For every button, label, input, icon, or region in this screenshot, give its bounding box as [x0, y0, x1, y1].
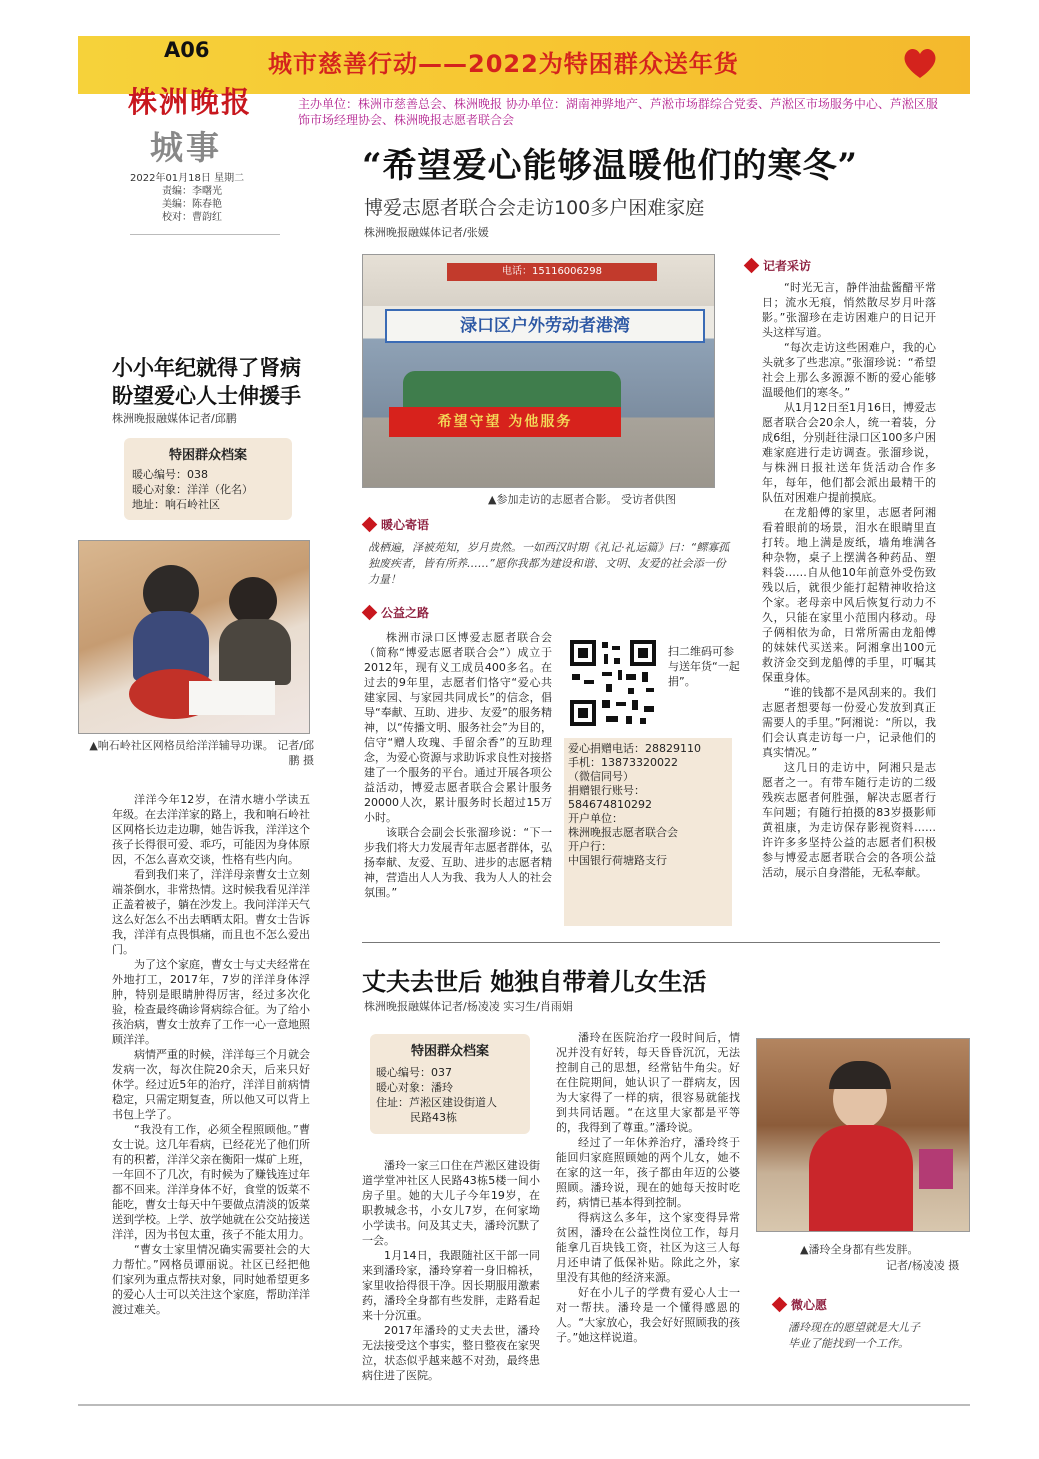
donation-line: 开户行：	[568, 840, 612, 853]
paragraph: 从1月12日至1月16日，博爱志愿者联合会20余人，统一着装，分成6组，分别赶往渌口区100多户困难家庭进行走访调查。张溜珍说，与株洲日报社送年货活动合作多年，每年，他们都会派出最精干的队伍对困难户提前摸底。	[762, 401, 936, 504]
paragraph: 得病这么多年，这个家变得异常贫困，潘玲在公益性岗位工作，每月能拿几百块钱工资，社区为这三人每月还申请了低保补贴。除此之外，家里没有其他的经济来源。	[556, 1211, 740, 1284]
main-subheadline: 博爱志愿者联合会走访100多户困难家庭	[364, 197, 705, 219]
donation-line: 手机：13873320022	[568, 756, 678, 769]
public-welfare-tag-label: 公益之路	[381, 606, 430, 620]
paragraph: 洋洋今年12岁，在清水塘小学读五年级。在去洋洋家的路上，我和响石岭社区网格长边走边聊，她告诉我，洋洋这个孩子长得很可爱、乖巧，可能因为身体原因，不怎么喜欢交谈，性格有些内向。	[112, 793, 310, 866]
section-title: 城事	[150, 128, 222, 167]
paragraph: 2017年潘玲的丈夫去世，潘玲无法接受这个事实，整日整夜在家哭泣，状态似乎越来越不对劲，最终患病住进了医院。	[362, 1324, 540, 1382]
paragraph: 病情严重的时候，洋洋每三个月就会发病一次，每次住院20余天，后来只好休学。经过近5年的治疗，洋洋目前病情稳定，只需定期复查，所以他又可以背上书包上学了。	[112, 1048, 310, 1121]
story-divider	[362, 942, 940, 943]
panling-photo-caption: ▲潘玲全身都有些发胖。	[800, 1243, 919, 1256]
tag-diamond-icon	[744, 258, 760, 274]
donation-line: 开户单位：	[568, 812, 623, 825]
paragraph: 经过了一年休养治疗，潘玲终于能回归家庭照顾她的两个儿女，她不在家的这一年，孩子都由年迈的公婆照顾。潘玲说，现在的她每天按时吃药，病情已基本得到控制。	[556, 1136, 740, 1209]
page-code: A06	[164, 38, 210, 62]
staff-name: 李曙光	[192, 186, 222, 197]
reporter-notes-body	[762, 280, 936, 880]
qr-instruction: 扫二维码可参与送年货“一起捐”。	[668, 645, 740, 688]
wish-tag	[774, 1296, 827, 1313]
organizers-text: 主办单位：株洲市慈善总会、株洲晚报 协办单位：湖南神骅地产、芦淞市场群综合党委、芦淞区市场服务中心、芦淞区服饰市场经理协会、株洲晚报志愿者联合会	[298, 97, 938, 127]
paragraph: 潘玲一家三口住在芦淞区建设街道学堂冲社区人民路43栋5楼一间小房子里。她的大儿子今年19岁，在职教城念书，小女儿7岁，在何家坳小学读书。问及其丈夫，潘玲沉默了一会。	[362, 1159, 540, 1247]
volunteers-photo	[362, 254, 715, 488]
bottom-story-col2	[556, 1030, 740, 1345]
profile-card-037	[370, 1034, 530, 1134]
staff-name: 曹韵红	[192, 212, 222, 223]
staff-label: 责编：	[162, 186, 192, 197]
wish-tag-label: 微心愿	[791, 1298, 828, 1312]
paragraph: 这几日的走访中，阿湘只是志愿者之一。有带车随行走访的二级残疾志愿者何胜强，解决志愿者行车问题；有随行拍摄的83岁摄影师黄祖康，为走访保存影视资料……许许多多坚持公益的志愿者们积极参与博爱志愿者联合会的各项公益活动，展示自身潜能，无私奉献。	[762, 761, 936, 879]
issue-date: 2022年01月18日 星期二	[130, 173, 245, 184]
profile-card-line: 暖心编号：038	[132, 468, 208, 481]
person-figure	[229, 577, 277, 625]
warm-words-tag-label: 暖心寄语	[381, 518, 430, 532]
paragraph: “曹女士家里情况确实需要社会的大力帮忙。”网格员谭丽说。社区已经把他们家列为重点帮扶对象，同时她希望更多的爱心人士可以关注这个家庭，帮助洋洋渡过难关。	[112, 1243, 310, 1316]
page-bottom-rule	[78, 1404, 970, 1406]
paragraph: 好在小儿子的学费有爱心人士一对一帮扶。潘玲是一个懂得感恩的人。“大家放心，我会好好照顾我的孩子。”她这样说道。	[556, 1286, 740, 1344]
paragraph: 株洲市渌口区博爱志愿者联合会（简称“博爱志愿者联合会”）成立于2012年，现有义工成员400多名。在过去的9年里，志愿者们恪守“爱心共建家园、与家园共同成长”的信念，倡导“奉献、互助、进步、友爱”的服务精神，以“传播文明、服务社会”为目的，信守“赠人玫瑰、手留余香”的互助理念，为爱心资源与求助诉求良性对接搭建了一个服务的平台。通过开展各项公益活动，博爱志愿者联合会累计服务20000人次，累计服务时长超过15万小时。	[364, 631, 552, 824]
profile-card-line: 住址：芦淞区建设街道人	[376, 1096, 497, 1109]
shop-sign: 渌口区户外劳动者港湾	[385, 309, 705, 343]
paragraph: 1月14日，我跟随社区干部一同来到潘玲家，潘玲穿着一身旧棉袄，家里收拾得很干净。因长期服用激素药，潘玲全身都有些发胖，走路看起来十分沉重。	[362, 1249, 540, 1322]
paragraph: 该联合会副会长张溜珍说：“下一步我们将大力发展青年志愿者群体，弘扬奉献、友爱、互助、进步的志愿者精神，营造出人人为我、我为人人的社会氛围。”	[364, 826, 552, 899]
paragraph: “时光无言，静伴油盐酱醋平常日；流水无痕，悄然散尽岁月叶落影。”张溜珍在走访困难户的日记开头这样写道。	[762, 281, 936, 339]
donation-line: 中国银行荷塘路支行	[568, 854, 667, 867]
tutoring-photo	[78, 540, 310, 734]
left-headline-line2: 盼望爱心人士伸援手	[112, 384, 301, 408]
bottom-headline: 丈夫去世后 她独自带着儿女生活	[362, 968, 707, 996]
paragraph: 在龙船傅的家里，志愿者阿湘看着眼前的场景，泪水在眼睛里直打转。地上满是废纸，墙角堆满各种杂物，桌子上摆满各种药品、塑料袋……自从他10年前意外受伤致残以后，就很少能打起精神收拾这个家。老母亲中风后恢复行动力不久，只能在家里小范围内移动。母子俩相依为命，日常所需由龙船傅的妹妹代买送来。阿湘拿出100元救济金交到龙船傅的手里，叮嘱其保重身体。	[762, 506, 936, 684]
staff-label: 校对：	[162, 212, 192, 223]
profile-card-line: 暖心对象：潘玲	[376, 1081, 453, 1094]
reporter-notes-tag-label: 记者采访	[763, 259, 812, 273]
heart-icon	[900, 44, 940, 80]
bottom-story-col1	[362, 1158, 540, 1383]
staff-label: 美编：	[162, 199, 192, 210]
service-banner: 希望守望 为他服务	[389, 407, 621, 437]
person-figure	[219, 619, 291, 685]
bottom-byline: 株洲晚报融媒体记者/杨凌凌 实习生/肖雨娟	[364, 1000, 573, 1013]
qr-code-icon	[566, 636, 660, 730]
profile-card-title: 特困群众档案	[410, 1044, 489, 1059]
reporter-notes-tag	[746, 257, 811, 274]
main-byline: 株洲晚报融媒体记者/张媛	[364, 226, 489, 239]
stool	[919, 1149, 953, 1189]
date-divider	[130, 234, 280, 235]
left-headline-line1: 小小年纪就得了肾病	[112, 356, 301, 380]
public-welfare-body	[364, 630, 552, 900]
date-block	[130, 172, 280, 224]
profile-card-line: 暖心对象：洋洋（化名）	[132, 483, 253, 496]
phone-sign: 电话：15116006298	[447, 263, 657, 281]
profile-card-038	[124, 438, 292, 520]
tag-diamond-icon	[362, 517, 378, 533]
staff-name: 陈春艳	[192, 199, 222, 210]
donation-line: 株洲晚报志愿者联合会	[568, 826, 678, 839]
volunteers-photo-caption: ▲参加走访的志愿者合影。 受访者供图	[488, 493, 676, 506]
warm-words-text: 战栖遍，泽被苑知，岁月贵然。一如西汉时期《礼记·礼运篇》曰：“鳏寡孤独废疾者，皆有所养……”愿你我都为建设和谐、文明、友爱的社会添一份力量！	[368, 541, 730, 586]
paragraph: 为了这个家庭，曹女士与丈夫经常在外地打工，2017年，7岁的洋洋身体浮肿，特别是眼睛肿得厉害，经过多次化验，检查最终确诊肾病综合征。为了给小孩治病，曹女士放弃了工作一心一意地照顾洋洋。	[112, 958, 310, 1046]
left-byline: 株洲晚报融媒体记者/邱鹏	[112, 412, 237, 425]
donation-line: 爱心捐赠电话：28829110	[568, 742, 701, 755]
person-figure	[809, 1125, 913, 1231]
public-welfare-tag	[364, 604, 429, 621]
panling-photo	[756, 1038, 970, 1232]
main-headline: “希望爱心能够温暖他们的寒冬”	[362, 146, 859, 186]
profile-card-line: 暖心编号：037	[376, 1066, 452, 1079]
newspaper-logo: 株洲晚报	[128, 85, 253, 119]
profile-card-line: 地址：响石岭社区	[132, 498, 220, 511]
tag-diamond-icon	[772, 1297, 788, 1313]
donation-line: （微信同号）	[568, 770, 634, 783]
profile-card-title: 特困群众档案	[168, 448, 247, 463]
paragraph: 看到我们来了，洋洋母亲曹女士立刻端茶倒水，非常热情。这时候我看见洋洋正盖着被子，躺在沙发上。我问洋洋天气这么好怎么不出去晒晒太阳。曹女士告诉我，洋洋有点畏惧痛，而且也不怎么爱出门。	[112, 868, 310, 956]
wish-text: 潘玲现在的愿望就是大儿子毕业了能找到一个工作。	[788, 1321, 920, 1350]
warm-words-tag	[364, 516, 429, 533]
book	[189, 681, 275, 715]
tutoring-photo-caption: ▲响石岭社区网格员给洋洋辅导功课。 记者/邱鹏 摄	[89, 739, 314, 767]
volunteer-group	[403, 371, 621, 407]
panling-photo-credit: 记者/杨凌凌 摄	[886, 1259, 960, 1272]
donation-line: 捐赠银行账号：	[568, 784, 645, 797]
tag-diamond-icon	[362, 605, 378, 621]
paragraph: “我没有工作，必须全程照顾他。”曹女士说。这几年看病，已经花光了他们所有的积蓄，洋洋父亲在衡阳一煤矿上班，一年回不了几次，有时候为了赚钱连过年都不回来。洋洋身体不好，食堂的饭菜不能吃，曹女士每天中午要做点清淡的饭菜送到学校。上学、放学她就在公交站接送洋洋，因为书包太重，孩子不能太用力。	[112, 1123, 310, 1241]
paragraph: “谁的钱都不是风刮来的。我们志愿者想要每一份爱心发放到真正需要人的手里。”阿湘说：“所以，我们会认真走访每一户，记录他们的真实情况。”	[762, 686, 936, 759]
paragraph: 潘玲在医院治疗一段时间后，情况并没有好转，每天昏昏沉沉，无法控制自己的思想，经常钻牛角尖。好在住院期间，她认识了一群病友，因为大家得了一样的病，很容易就能找到共同话题。“在这里大家都是平等的，我得到了尊重。”潘玲说。	[556, 1031, 740, 1134]
person-hair	[829, 1061, 891, 1089]
banner-title: 城市慈善行动——2022为特困群众送年货	[268, 50, 739, 78]
donation-info	[568, 742, 701, 868]
left-story-body	[112, 792, 310, 1317]
profile-card-line: 民路43栋	[410, 1111, 457, 1124]
donation-line: 584674810292	[568, 798, 652, 811]
paragraph: “每次走访这些困难户，我的心头就多了些悲凉。”张溜珍说：“希望社会上那么多源源不断的爱心能够温暖他们的寒冬。”	[762, 341, 936, 399]
